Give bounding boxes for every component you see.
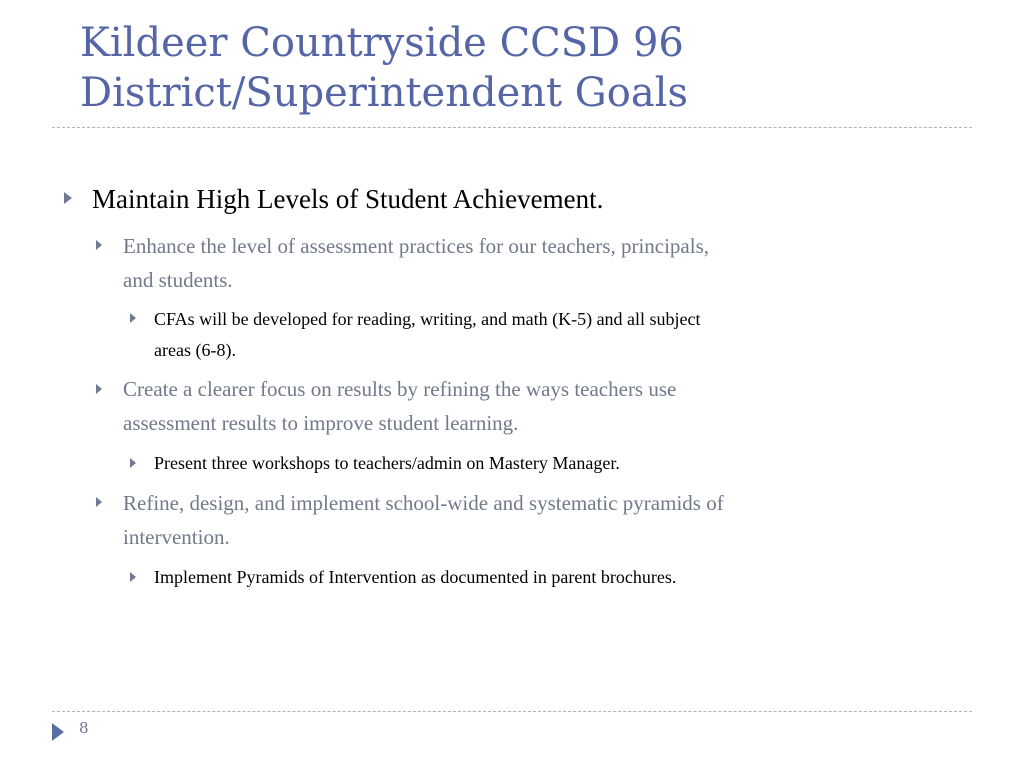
title-divider [52,127,972,128]
bullet-arrow-icon [64,192,72,204]
sub-point-1-detail-line-1: CFAs will be developed for reading, writing, and math (K-5) and all subject [154,309,701,329]
title-line-2: District/Superintendent Goals [80,70,688,116]
bullet-arrow-icon [130,458,136,468]
sub-point-1 [123,229,943,297]
sub-point-2-detail [154,448,934,479]
slide-title [80,18,980,118]
bullet-arrow-icon [96,240,102,250]
sub-point-2-line-1: Create a clearer focus on results by refining the ways teachers use [123,377,677,401]
sub-point-1-detail [154,304,934,366]
sub-point-1-line-1: Enhance the level of assessment practices for our teachers, principals, [123,234,710,258]
footer-divider [52,711,972,712]
title-line-1: Kildeer Countryside CCSD 96 [80,20,684,66]
sub-point-2 [123,372,943,440]
sub-point-2-detail-line-1: Present three workshops to teachers/admin on Mastery Manager. [154,453,620,473]
footer-arrow-icon [52,723,64,741]
sub-point-3-detail [154,562,934,593]
sub-point-2-line-2: assessment results to improve student learning. [123,411,519,435]
sub-point-3-line-1: Refine, design, and implement school-wide and systematic pyramids of [123,491,724,515]
bullet-arrow-icon [130,313,136,323]
sub-point-1-line-2: and students. [123,268,233,292]
page-number: 8 [79,719,89,737]
bullet-arrow-icon [96,497,102,507]
bullet-arrow-icon [96,384,102,394]
sub-point-1-detail-line-2: areas (6-8). [154,340,236,360]
sub-point-3 [123,486,943,554]
main-point: Maintain High Levels of Student Achievement. [92,184,604,214]
sub-point-3-line-2: intervention. [123,525,230,549]
sub-point-3-detail-line-1: Implement Pyramids of Intervention as documented in parent brochures. [154,567,677,587]
bullet-arrow-icon [130,572,136,582]
